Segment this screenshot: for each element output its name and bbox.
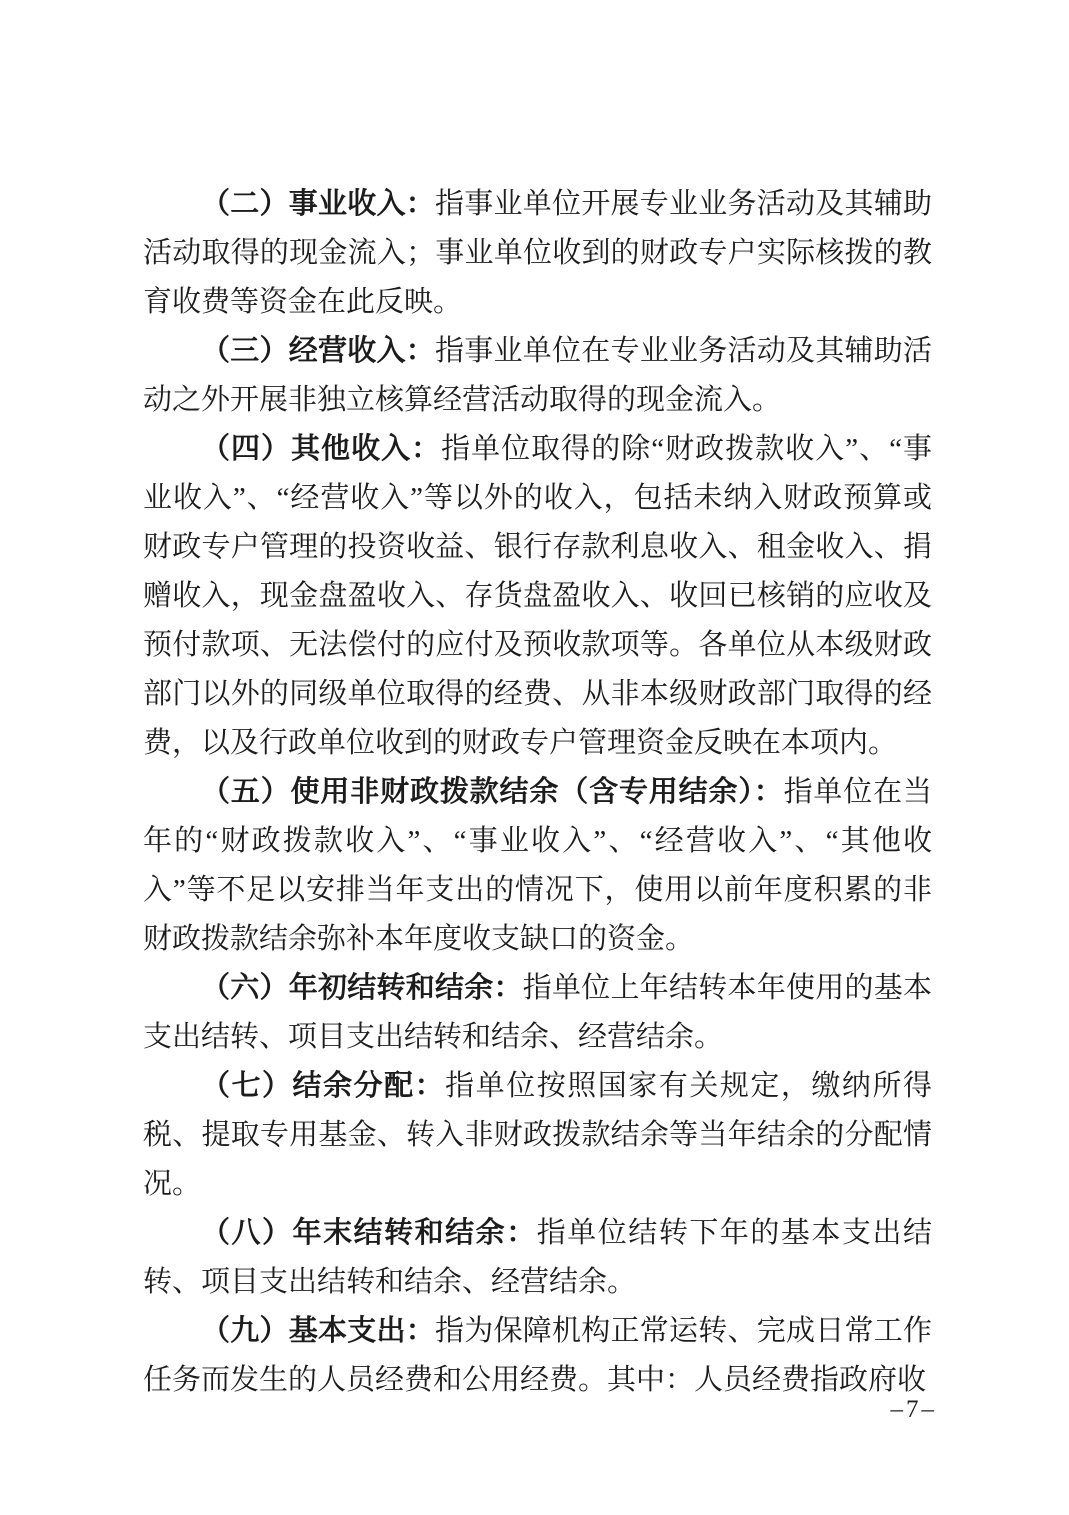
paragraph-body: 指单位按照国家有关规定，缴纳所得税、提取专用基金、转入非财政拨款结余等当年结余的分配情况。 [143,1070,932,1200]
paragraph [143,180,932,327]
paragraph-heading: （八）年末结转和结余： [201,1217,537,1249]
paragraph-body: 指单位取得的除“财政拨款收入”、“事业收入”、“经营收入”等以外的收入，包括未纳入财政预算或财政专户管理的投资收益、银行存款利息收入、租金收入、捐赠收入，现金盘盈收入、存货盘盈收入、收回已核销的应收及预付款项、无法偿付的应付及预收款项等。各单位从本级财政部门以外的同级单位取得的经费、从非本级财政部门取得的经费，以及行政单位收到的财政专户管理资金反映在本项内。 [143,433,932,759]
paragraph-heading: （九）基本支出： [201,1315,435,1347]
paragraph-body: 指单位在当年的“财政拨款收入”、“事业收入”、“经营收入”、“其他收入”等不足以安排当年支出的情况下，使用以前年度积累的非财政拨款结余弥补本年度收支缺口的资金。 [143,776,932,955]
paragraph [143,768,932,964]
paragraph-heading: （五）使用非财政拨款结余（含专用结余）： [201,776,784,808]
paragraph [143,1062,932,1209]
paragraph [143,964,932,1062]
paragraph-body: 指事业单位开展专业业务活动及其辅助活动取得的现金流入；事业单位收到的财政专户实际核拨的教育收费等资金在此反映。 [143,188,932,318]
paragraph-body: 指事业单位在专业业务活动及其辅助活动之外开展非独立核算经营活动取得的现金流入。 [143,335,932,416]
paragraph-body: 指单位上年结转本年使用的基本支出结转、项目支出结转和结余、经营结余。 [143,972,932,1053]
paragraph-heading: （六）年初结转和结余： [201,972,523,1004]
paragraph [143,1209,932,1307]
document-content [143,180,932,1405]
paragraph-heading: （四）其他收入： [201,433,442,465]
paragraph-heading: （七）结余分配： [201,1070,446,1102]
page-number: –7– [890,1396,937,1423]
paragraph-body: 指为保障机构正常运转、完成日常工作任务而发生的人员经费和公用经费。其中：人员经费指政府收 [143,1315,932,1396]
paragraph [143,425,932,768]
paragraph [143,327,932,425]
paragraph [143,1307,932,1405]
paragraph-heading: （二）事业收入： [201,188,435,220]
paragraph-body: 指单位结转下年的基本支出结转、项目支出结转和结余、经营结余。 [143,1217,932,1298]
paragraph-heading: （三）经营收入： [201,335,435,367]
